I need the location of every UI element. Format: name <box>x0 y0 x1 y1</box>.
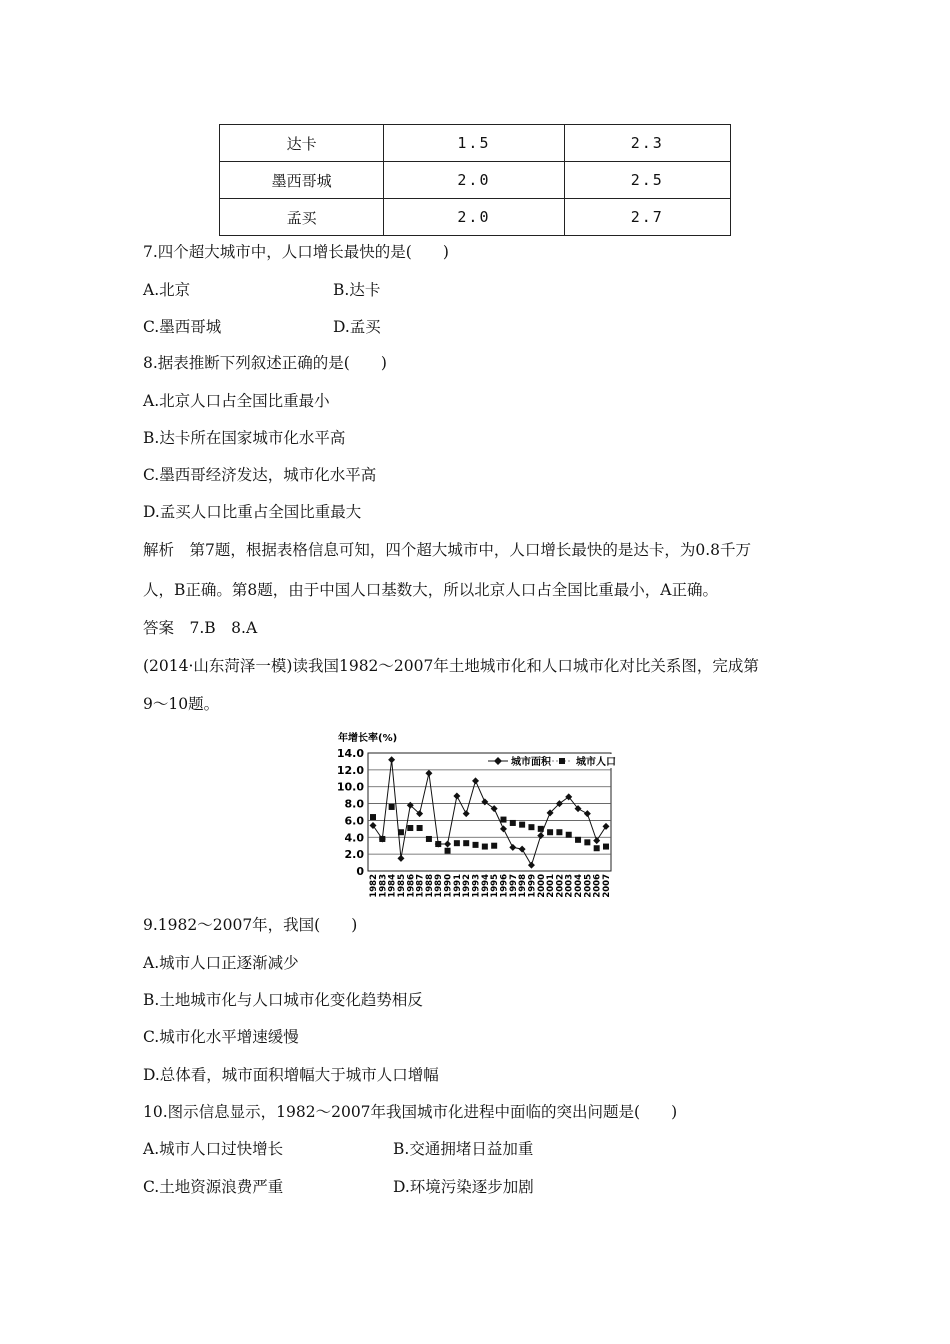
question-10-option-a: A.城市人口过快增长 <box>143 1140 284 1158</box>
x-tick-label: 2007 <box>602 874 612 898</box>
data-point-city-population <box>389 804 395 810</box>
x-tick-label: 2001 <box>546 874 557 898</box>
data-point-city-population <box>407 825 413 831</box>
x-tick-label: 2003 <box>564 874 575 898</box>
chart-grid <box>368 753 611 871</box>
data-point-city-population <box>556 829 562 835</box>
x-tick-label: 1985 <box>396 874 407 898</box>
table-row <box>220 199 731 236</box>
x-tick-label: 1999 <box>527 874 538 898</box>
data-point-city-area <box>528 862 535 869</box>
x-tick-label: 2005 <box>583 874 594 898</box>
x-tick-label: 1996 <box>499 874 510 898</box>
table-cell: 2.7 <box>564 199 730 236</box>
legend-series-1: 城市面积 <box>511 757 551 768</box>
data-point-city-area <box>593 837 600 844</box>
table-cell: 孟买 <box>220 199 384 236</box>
data-point-city-population <box>398 829 404 835</box>
data-point-city-population <box>584 839 590 845</box>
question-7-option-c: C.墨西哥城 <box>143 318 222 336</box>
intro-line-2: 9～10题。 <box>143 695 220 713</box>
x-tick-label: 1984 <box>387 874 398 898</box>
question-7-stem: 7.四个超大城市中，人口增长最快的是( ) <box>143 243 449 261</box>
analysis-line-1: 解析 第7题，根据表格信息可知，四个超大城市中，人口增长最快的是达卡，为0.8千万 <box>143 541 752 559</box>
question-9-option-a: A.城市人口正逐渐减少 <box>143 954 299 972</box>
data-point-city-population <box>547 829 553 835</box>
table-cell: 2.0 <box>384 199 564 236</box>
question-8-stem: 8.据表推断下列叙述正确的是( ) <box>143 354 387 372</box>
x-tick-label: 2004 <box>574 874 585 898</box>
data-point-city-population <box>445 848 451 854</box>
data-point-city-population <box>426 836 432 842</box>
data-point-city-population <box>463 840 469 846</box>
urbanization-line-chart <box>330 728 620 904</box>
chart-y-ticks <box>337 747 364 878</box>
data-point-city-population <box>575 837 581 843</box>
data-point-city-population <box>510 820 516 826</box>
table-cell: 1.5 <box>384 125 564 162</box>
data-point-city-population <box>500 817 506 823</box>
data-point-city-population <box>528 824 534 830</box>
table-cell: 墨西哥城 <box>220 162 384 199</box>
data-point-city-area <box>444 841 451 848</box>
y-tick-label: 4.0 <box>344 831 364 845</box>
x-tick-label: 1991 <box>452 874 463 898</box>
y-tick-label: 12.0 <box>336 763 364 777</box>
question-9-stem: 9.1982～2007年，我国( ) <box>143 916 358 934</box>
data-point-city-area <box>537 832 544 839</box>
legend-square-icon <box>559 758 565 764</box>
question-7-option-d: D.孟买 <box>333 318 381 336</box>
question-7-option-a: A.北京 <box>143 281 191 299</box>
question-10-option-c: C.土地资源浪费严重 <box>143 1178 284 1196</box>
y-tick-label: 14.0 <box>336 747 364 760</box>
x-tick-label: 1989 <box>434 874 445 898</box>
chart-ylabel: 年增长率(%) <box>338 733 398 744</box>
x-tick-label: 1992 <box>462 874 473 898</box>
x-tick-label: 1997 <box>508 874 519 898</box>
x-tick-label: 1993 <box>471 874 482 898</box>
y-tick-label: 10.0 <box>336 780 364 794</box>
data-point-city-population <box>594 845 600 851</box>
data-point-city-population <box>566 832 572 838</box>
series-line-1 <box>373 760 606 865</box>
question-9-option-c: C.城市化水平增速缓慢 <box>143 1028 299 1046</box>
data-point-city-population <box>482 844 488 850</box>
x-tick-label: 1982 <box>369 874 379 898</box>
question-8-option-b: B.达卡所在国家城市化水平高 <box>143 429 346 447</box>
question-10-stem: 10.图示信息显示，1982～2007年我国城市化进程中面临的突出问题是( ) <box>143 1103 678 1121</box>
data-point-city-area <box>472 777 479 784</box>
x-tick-label: 2002 <box>555 874 566 898</box>
city-population-table <box>219 124 731 236</box>
x-tick-label: 1988 <box>424 874 435 898</box>
x-tick-label: 1983 <box>378 874 389 898</box>
question-9-option-b: B.土地城市化与人口城市化变化趋势相反 <box>143 991 423 1009</box>
y-tick-label: 6.0 <box>344 814 364 828</box>
x-tick-label: 1994 <box>480 874 491 898</box>
table-cell: 2.5 <box>564 162 730 199</box>
data-point-city-population <box>603 844 609 850</box>
data-point-city-area <box>584 810 591 817</box>
data-point-city-population <box>491 843 497 849</box>
question-10-option-b: B.交通拥堵日益加重 <box>393 1140 534 1158</box>
x-tick-label: 2000 <box>536 874 547 898</box>
question-8-option-c: C.墨西哥经济发达，城市化水平高 <box>143 466 377 484</box>
question-10-option-d: D.环境污染逐步加剧 <box>393 1178 534 1196</box>
table-row <box>220 125 731 162</box>
answer-line: 答案 7.B 8.A <box>143 619 258 637</box>
data-point-city-area <box>425 770 432 777</box>
data-point-city-population <box>473 842 479 848</box>
data-point-city-population <box>417 825 423 831</box>
table-row <box>220 162 731 199</box>
data-point-city-area <box>397 855 404 862</box>
x-tick-label: 2006 <box>592 874 603 898</box>
data-point-city-area <box>519 846 526 853</box>
data-point-city-population <box>454 840 460 846</box>
question-9-option-d: D.总体看，城市面积增幅大于城市人口增幅 <box>143 1066 439 1084</box>
y-tick-label: 2.0 <box>344 848 364 862</box>
data-point-city-population <box>370 814 376 820</box>
question-8-option-a: A.北京人口占全国比重最小 <box>143 392 330 410</box>
y-tick-label: 8.0 <box>344 797 364 811</box>
legend-series-2: 城市人口 <box>576 757 616 768</box>
table-cell: 2.0 <box>384 162 564 199</box>
intro-line-1: (2014·山东菏泽一模)读我国1982～2007年土地城市化和人口城市化对比关系图，完成第 <box>143 657 759 675</box>
data-point-city-population <box>519 822 525 828</box>
chart-plot-area <box>368 753 611 871</box>
data-point-city-area <box>491 805 498 812</box>
x-tick-label: 1986 <box>406 874 417 898</box>
data-point-city-area <box>453 792 460 799</box>
data-point-city-population <box>379 836 385 842</box>
x-tick-label: 1998 <box>518 874 529 898</box>
data-point-city-area <box>481 798 488 805</box>
question-7-option-b: B.达卡 <box>333 281 381 299</box>
analysis-line-2: 人，B正确。第8题，由于中国人口基数大，所以北京人口占全国比重最小，A正确。 <box>143 581 718 599</box>
chart-series <box>370 756 610 868</box>
data-point-city-area <box>603 823 610 830</box>
data-point-city-area <box>509 844 516 851</box>
x-tick-label: 1990 <box>443 874 454 898</box>
chart-legend <box>486 754 616 768</box>
table-cell: 2.3 <box>564 125 730 162</box>
data-point-city-area <box>500 825 507 832</box>
y-tick-label: 0 <box>356 865 364 878</box>
data-point-city-area <box>463 810 470 817</box>
question-8-option-d: D.孟买人口比重占全国比重最大 <box>143 503 362 521</box>
data-point-city-population <box>435 841 441 847</box>
data-point-city-area <box>388 756 395 763</box>
data-point-city-population <box>538 826 544 832</box>
data-point-city-area <box>370 822 377 829</box>
x-tick-label: 1987 <box>415 874 426 898</box>
chart-x-ticks <box>369 874 612 898</box>
x-tick-label: 1995 <box>490 874 501 898</box>
table-cell: 达卡 <box>220 125 384 162</box>
